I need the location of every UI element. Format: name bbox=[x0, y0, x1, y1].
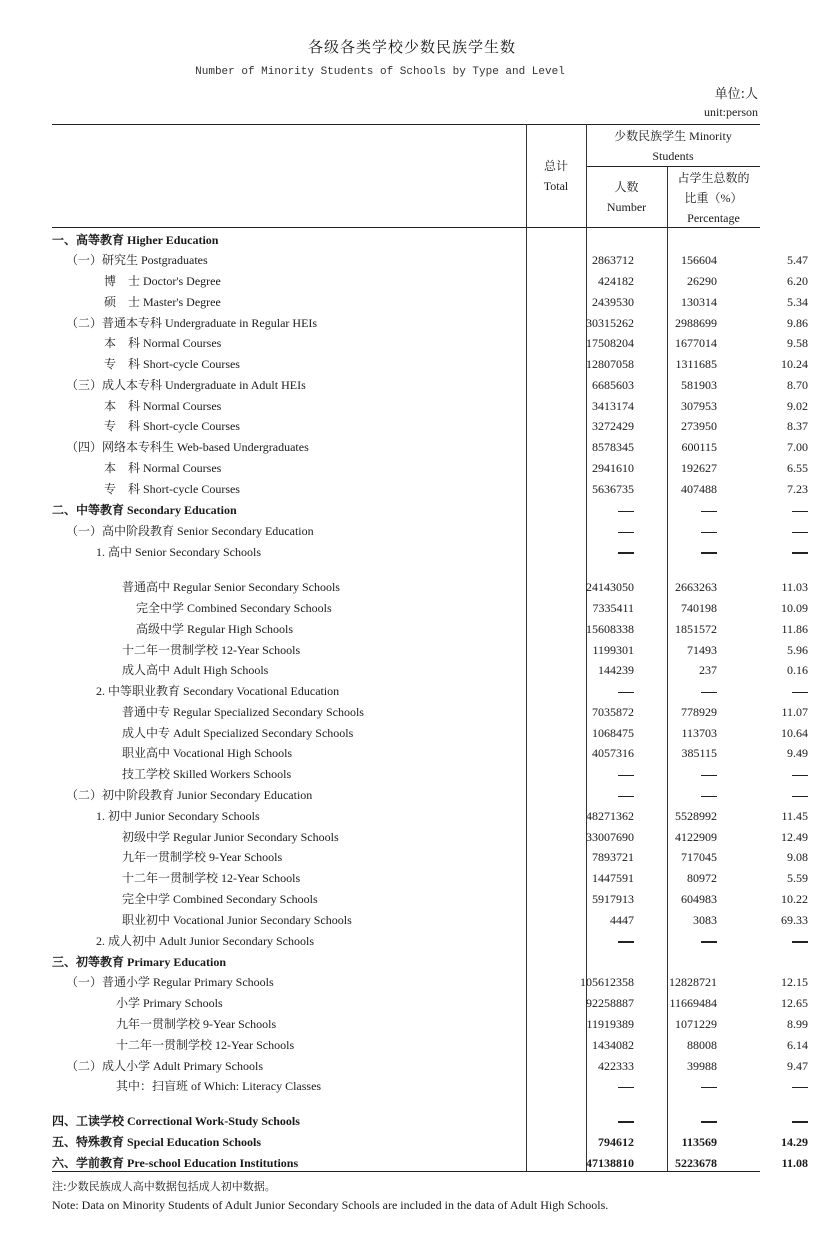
percentage-cell: 9.02 bbox=[787, 399, 808, 413]
total-cell: 15608338 bbox=[586, 622, 634, 636]
table-row bbox=[52, 1076, 760, 1096]
row-label: 本 科 Normal Courses bbox=[104, 461, 222, 475]
row-label: 九年一贯制学校 9-Year Schools bbox=[116, 1017, 277, 1031]
row-label: 1. 初中 Junior Secondary Schools bbox=[96, 809, 260, 823]
row-label: （一）高中阶段教育 Senior Secondary Education bbox=[66, 524, 314, 538]
header-percentage bbox=[667, 168, 760, 228]
table-row bbox=[52, 354, 808, 374]
row-label: 十二年一贯制学校 12-Year Schools bbox=[122, 643, 301, 657]
header-minority-line2: Students bbox=[652, 149, 694, 163]
percentage-cell: 8.99 bbox=[787, 1017, 808, 1031]
percentage-cell bbox=[666, 931, 808, 951]
number-cell: 2663263 bbox=[675, 580, 717, 594]
percentage-cell: 10.22 bbox=[781, 892, 808, 906]
footnote-en: Note: Data on Minority Students of Adult Junior Secondary Schools are included in the data of Adult High Schools. bbox=[52, 1198, 609, 1212]
total-cell: 4447 bbox=[610, 913, 634, 927]
total-cell: 6685603 bbox=[592, 378, 634, 392]
table-row bbox=[52, 868, 808, 888]
total-cell: 30315262 bbox=[586, 316, 634, 330]
percentage-cell bbox=[666, 542, 808, 562]
percentage-cell bbox=[666, 521, 808, 541]
total-cell: 2863712 bbox=[592, 253, 634, 267]
percentage-cell: 10.09 bbox=[781, 601, 808, 615]
table-row bbox=[52, 1153, 808, 1173]
number-cell: 273950 bbox=[681, 419, 717, 433]
header-minority-line1: 少数民族学生 Minority bbox=[614, 129, 732, 143]
header-number-cn: 人数 bbox=[614, 180, 639, 194]
row-label: 专 科 Short-cycle Courses bbox=[104, 419, 240, 433]
table-row bbox=[52, 333, 808, 353]
row-label: 五、特殊教育 Special Education Schools bbox=[52, 1135, 262, 1149]
percentage-cell: 7.23 bbox=[787, 482, 808, 496]
number-cell: 130314 bbox=[681, 295, 717, 309]
number-cell: 192627 bbox=[681, 461, 717, 475]
number-cell: 717045 bbox=[681, 850, 717, 864]
header-bottom-rule bbox=[52, 227, 760, 228]
number-cell: 11669484 bbox=[669, 996, 717, 1010]
table-row bbox=[52, 313, 808, 333]
percentage-cell: 11.86 bbox=[781, 622, 808, 636]
row-label: 四、工读学校 Correctional Work-Study Schools bbox=[52, 1114, 300, 1128]
row-label: 普通高中 Regular Senior Secondary Schools bbox=[122, 580, 340, 594]
percentage-cell: 69.33 bbox=[781, 913, 808, 927]
percentage-cell: 6.14 bbox=[787, 1038, 808, 1052]
percentage-cell bbox=[666, 785, 808, 805]
percentage-cell: 12.49 bbox=[781, 830, 808, 844]
table-row bbox=[52, 479, 808, 499]
percentage-cell: 9.08 bbox=[787, 850, 808, 864]
number-cell: 113569 bbox=[681, 1135, 717, 1149]
table-row bbox=[52, 1111, 760, 1131]
row-label: 完全中学 Combined Secondary Schools bbox=[136, 601, 332, 615]
total-cell: 8578345 bbox=[592, 440, 634, 454]
row-label: 专 科 Short-cycle Courses bbox=[104, 482, 240, 496]
table-row bbox=[52, 250, 808, 270]
row-label: 三、初等教育 Primary Education bbox=[52, 955, 226, 969]
table-row bbox=[52, 993, 808, 1013]
percentage-cell: 11.08 bbox=[781, 1156, 808, 1170]
table-row bbox=[52, 1035, 808, 1055]
row-label: 专 科 Short-cycle Courses bbox=[104, 357, 240, 371]
page-title: 各级各类学校少数民族学生数 bbox=[307, 38, 516, 56]
table-row bbox=[52, 931, 760, 951]
table-row bbox=[52, 827, 808, 847]
total-cell: 3272429 bbox=[592, 419, 634, 433]
header-total-en: Total bbox=[543, 179, 569, 193]
row-label: 六、学前教育 Pre-school Education Institutions bbox=[52, 1156, 299, 1170]
percentage-cell: 8.70 bbox=[787, 378, 808, 392]
dash-mark bbox=[792, 552, 808, 554]
table-row bbox=[52, 640, 808, 660]
number-cell: 26290 bbox=[687, 274, 717, 288]
table-row bbox=[52, 910, 808, 930]
percentage-cell: 14.29 bbox=[781, 1135, 808, 1149]
header-minority bbox=[586, 126, 760, 166]
number-cell: 778929 bbox=[681, 705, 717, 719]
table-row bbox=[52, 723, 808, 743]
total-cell: 7335411 bbox=[592, 601, 634, 615]
dash-mark bbox=[792, 941, 808, 943]
total-cell: 424182 bbox=[598, 274, 634, 288]
row-label: 二、中等教育 Secondary Education bbox=[52, 503, 237, 517]
row-label: 普通中专 Regular Specialized Secondary Schools bbox=[122, 705, 364, 719]
total-cell: 11919389 bbox=[586, 1017, 634, 1031]
percentage-cell: 11.07 bbox=[781, 705, 808, 719]
header-total bbox=[526, 156, 586, 196]
page-subtitle: Number of Minority Students of Schools by Type and Level bbox=[195, 66, 565, 78]
number-cell: 71493 bbox=[687, 643, 717, 657]
table-row bbox=[52, 1056, 808, 1076]
percentage-cell bbox=[666, 681, 808, 701]
number-cell: 1311685 bbox=[675, 357, 717, 371]
row-label: 1. 高中 Senior Secondary Schools bbox=[96, 545, 261, 559]
header-total-cn: 总计 bbox=[543, 159, 568, 173]
number-cell: 604983 bbox=[681, 892, 717, 906]
unit-label-cn: 单位:人 bbox=[714, 87, 758, 102]
row-label: 成人中专 Adult Specialized Secondary Schools bbox=[122, 726, 354, 740]
dash-mark bbox=[792, 1087, 808, 1088]
total-cell: 92258887 bbox=[586, 996, 634, 1010]
number-cell: 407488 bbox=[681, 482, 717, 496]
row-label: 博 士 Doctor's Degree bbox=[104, 274, 221, 288]
total-cell: 33007690 bbox=[586, 830, 634, 844]
unit-label-en: unit:person bbox=[704, 105, 758, 119]
total-cell: 1447591 bbox=[592, 871, 634, 885]
table-row bbox=[52, 292, 808, 312]
percentage-cell: 9.49 bbox=[787, 746, 808, 760]
number-cell: 3083 bbox=[693, 913, 717, 927]
percentage-cell: 7.00 bbox=[787, 440, 808, 454]
table-row bbox=[52, 458, 808, 478]
table-row bbox=[52, 437, 808, 457]
number-cell: 237 bbox=[699, 663, 717, 677]
table-row bbox=[52, 577, 808, 597]
table-row bbox=[52, 542, 760, 562]
percentage-cell: 9.47 bbox=[787, 1059, 808, 1073]
row-label: （二）成人小学 Adult Primary Schools bbox=[66, 1059, 263, 1073]
percentage-cell: 5.34 bbox=[787, 295, 808, 309]
header-sub-rule bbox=[586, 166, 760, 167]
row-label: 完全中学 Combined Secondary Schools bbox=[122, 892, 318, 906]
total-cell: 17508204 bbox=[586, 336, 634, 350]
total-cell: 5636735 bbox=[592, 482, 634, 496]
table-row bbox=[52, 500, 760, 520]
number-cell: 12828721 bbox=[669, 975, 717, 989]
percentage-cell: 10.64 bbox=[781, 726, 808, 740]
row-label: 2. 成人初中 Adult Junior Secondary Schools bbox=[96, 934, 314, 948]
total-cell: 422333 bbox=[598, 1059, 634, 1073]
table-row bbox=[52, 785, 760, 805]
total-cell: 1068475 bbox=[592, 726, 634, 740]
row-label: 十二年一贯制学校 12-Year Schools bbox=[122, 871, 301, 885]
row-label: 小学 Primary Schools bbox=[116, 996, 223, 1010]
number-cell: 2988699 bbox=[675, 316, 717, 330]
percentage-cell: 8.37 bbox=[787, 419, 808, 433]
table-row bbox=[52, 806, 808, 826]
number-cell: 39988 bbox=[687, 1059, 717, 1073]
total-cell: 24143050 bbox=[586, 580, 634, 594]
dash-mark bbox=[792, 532, 808, 533]
table-row bbox=[52, 764, 760, 784]
table-row bbox=[52, 271, 808, 291]
row-label: （二）初中阶段教育 Junior Secondary Education bbox=[66, 788, 313, 802]
total-cell: 105612358 bbox=[580, 975, 634, 989]
percentage-cell: 9.58 bbox=[787, 336, 808, 350]
percentage-cell: 5.96 bbox=[787, 643, 808, 657]
percentage-cell bbox=[666, 1111, 808, 1131]
percentage-cell bbox=[666, 1076, 808, 1096]
row-label: 十二年一贯制学校 12-Year Schools bbox=[116, 1038, 295, 1052]
percentage-cell: 0.16 bbox=[787, 663, 808, 677]
table-row bbox=[52, 681, 760, 701]
total-cell: 2439530 bbox=[592, 295, 634, 309]
table-row bbox=[52, 743, 808, 763]
dash-mark bbox=[792, 775, 808, 776]
table-row bbox=[52, 847, 808, 867]
number-cell: 385115 bbox=[681, 746, 717, 760]
dash-mark bbox=[792, 692, 808, 693]
percentage-cell: 10.24 bbox=[781, 357, 808, 371]
row-label: （一）研究生 Postgraduates bbox=[66, 253, 208, 267]
row-label: 其中：扫盲班 of Which: Literacy Classes bbox=[116, 1079, 322, 1093]
row-label: 高级中学 Regular High Schools bbox=[136, 622, 293, 636]
row-label: 一、高等教育 Higher Education bbox=[52, 233, 219, 247]
percentage-cell: 5.59 bbox=[787, 871, 808, 885]
total-cell: 7035872 bbox=[592, 705, 634, 719]
number-cell: 1071229 bbox=[675, 1017, 717, 1031]
number-cell: 156604 bbox=[681, 253, 717, 267]
row-label: （三）成人本专科 Undergraduate in Adult HEIs bbox=[66, 378, 306, 392]
row-label: 技工学校 Skilled Workers Schools bbox=[122, 767, 292, 781]
total-cell: 5917913 bbox=[592, 892, 634, 906]
table-row bbox=[52, 598, 808, 618]
percentage-cell: 5.47 bbox=[787, 253, 808, 267]
table-row bbox=[52, 1014, 808, 1034]
total-cell: 12807058 bbox=[586, 357, 634, 371]
percentage-cell: 12.65 bbox=[781, 996, 808, 1010]
total-cell: 144239 bbox=[598, 663, 634, 677]
percentage-cell bbox=[666, 764, 808, 784]
number-cell: 1851572 bbox=[675, 622, 717, 636]
dash-mark bbox=[792, 1121, 808, 1123]
row-label: 本 科 Normal Courses bbox=[104, 399, 222, 413]
table-row bbox=[52, 230, 760, 250]
row-label: （二）普通本专科 Undergraduate in Regular HEIs bbox=[66, 316, 318, 330]
footnote-cn: 注:少数民族成人高中数据包括成人初中数据。 bbox=[52, 1180, 276, 1193]
dash-mark bbox=[792, 796, 808, 797]
row-label: 九年一贯制学校 9-Year Schools bbox=[122, 850, 283, 864]
number-cell: 88008 bbox=[687, 1038, 717, 1052]
number-cell: 581903 bbox=[681, 378, 717, 392]
total-cell: 1199301 bbox=[592, 643, 634, 657]
percentage-cell: 6.20 bbox=[787, 274, 808, 288]
number-cell: 600115 bbox=[681, 440, 717, 454]
table-row bbox=[52, 1132, 808, 1152]
percentage-cell: 12.15 bbox=[781, 975, 808, 989]
percentage-cell: 9.86 bbox=[787, 316, 808, 330]
percentage-cell: 11.03 bbox=[781, 580, 808, 594]
row-label: （一）普通小学 Regular Primary Schools bbox=[66, 975, 274, 989]
number-cell: 4122909 bbox=[675, 830, 717, 844]
table-row bbox=[52, 952, 760, 972]
total-cell: 47138810 bbox=[586, 1156, 634, 1170]
row-label: 成人高中 Adult High Schools bbox=[122, 663, 269, 677]
number-cell: 113703 bbox=[681, 726, 717, 740]
header-number bbox=[586, 177, 667, 217]
row-label: 本 科 Normal Courses bbox=[104, 336, 222, 350]
table-top-rule bbox=[52, 124, 760, 125]
table-row bbox=[52, 521, 760, 541]
number-cell: 5223678 bbox=[675, 1156, 717, 1170]
row-label: 职业初中 Vocational Junior Secondary Schools bbox=[122, 913, 352, 927]
header-pct-cn1: 占学生总数的 bbox=[677, 171, 750, 185]
total-cell: 2941610 bbox=[592, 461, 634, 475]
number-cell: 1677014 bbox=[675, 336, 717, 350]
percentage-cell: 11.45 bbox=[781, 809, 808, 823]
dash-mark bbox=[792, 511, 808, 512]
number-cell: 80972 bbox=[687, 871, 717, 885]
total-cell: 794612 bbox=[598, 1135, 634, 1149]
row-label: 初级中学 Regular Junior Secondary Schools bbox=[122, 830, 339, 844]
table-row bbox=[52, 702, 808, 722]
total-cell: 3413174 bbox=[592, 399, 634, 413]
table-row bbox=[52, 972, 808, 992]
number-cell: 307953 bbox=[681, 399, 717, 413]
number-cell: 740198 bbox=[681, 601, 717, 615]
number-cell: 5528992 bbox=[675, 809, 717, 823]
row-label: （四）网络本专科生 Web-based Undergraduates bbox=[66, 440, 309, 454]
row-label: 硕 士 Master's Degree bbox=[104, 295, 221, 309]
percentage-cell: 6.55 bbox=[787, 461, 808, 475]
total-cell: 7893721 bbox=[592, 850, 634, 864]
table-row bbox=[52, 416, 808, 436]
percentage-cell bbox=[666, 500, 808, 520]
row-label: 职业高中 Vocational High Schools bbox=[122, 746, 293, 760]
table-row bbox=[52, 375, 808, 395]
header-pct-cn2: 比重（%） bbox=[684, 191, 743, 205]
row-label: 2. 中等职业教育 Secondary Vocational Education bbox=[96, 684, 340, 698]
total-cell: 4057316 bbox=[592, 746, 634, 760]
header-pct-en: Percentage bbox=[687, 211, 740, 225]
table-row bbox=[52, 660, 808, 680]
table-row bbox=[52, 396, 808, 416]
header-number-en: Number bbox=[606, 200, 647, 214]
table-row bbox=[52, 619, 808, 639]
table-row bbox=[52, 889, 808, 909]
total-cell: 48271362 bbox=[586, 809, 634, 823]
total-cell: 1434082 bbox=[592, 1038, 634, 1052]
